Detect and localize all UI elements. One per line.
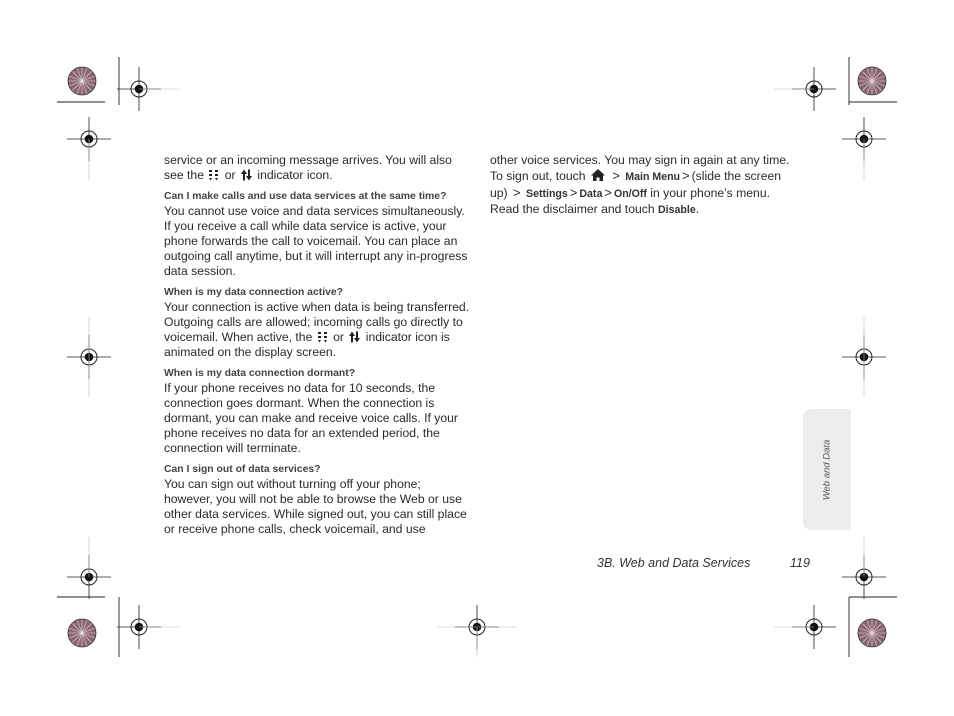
footer-section: 3B. Web and Data Services [597,556,751,570]
question-dormant: When is my data connection dormant? [164,368,356,379]
right-column [490,153,802,218]
separator-gt: > [513,185,521,200]
answer-active [164,300,470,360]
sign-out-instructions [490,153,802,218]
answer-active-or: or [333,330,344,344]
settings-label: Settings [526,188,568,200]
question-simultaneous: Can I make calls and use data services at the same time? [164,191,447,202]
sign-out-text: other voice services. You may sign in again at any time. To sign out, touch [490,153,790,183]
intro-tail: indicator icon. [257,168,333,182]
question-active: When is my data connection active? [164,287,343,298]
intro-or: or [224,168,236,182]
page-number: 119 [790,556,810,570]
period: . [695,202,700,216]
intro-see: see the [164,168,204,182]
separator-gt: > [569,185,578,200]
intro-line: service or an incoming message arrives. You will also [164,153,452,167]
answer-dormant: If your phone receives no data for 10 seconds, the connection goes dormant. When the connection is dormant, you can make and receive voice calls. If your phone receives no data for an extended period, the connection will terminate. [164,381,458,455]
separator-gt: > [612,168,620,183]
separator-gt: > [682,168,690,183]
question-sign-out: Can I sign out of data services? [164,464,321,475]
answer-active-pre: Your connection is active when data is being transferred. Outgoing calls are allowed; incoming calls go directly to voicemail. When active, the [164,300,470,344]
answer-sign-out: You can sign out without turning off your phone; however, you will not be able to browse the Web or use other data services. While signed out, you can still place or receive phone calls, check voicemail, and use [164,477,467,536]
data-activity-icon [208,169,220,181]
data-arrows-icon [348,331,361,343]
data-arrows-icon [240,169,253,181]
answer-active-post: indicator icon is animated on the display screen. [164,330,450,359]
main-menu-label: Main Menu [625,171,681,183]
intro-paragraph [164,153,470,183]
menu-tail: in your phone’s menu. Read the disclaimer and touch [490,186,770,216]
data-activity-icon [317,331,329,343]
on-off-label: On/Off [613,188,647,200]
disable-label: Disable [658,204,696,216]
data-label: Data [579,188,603,200]
home-icon [590,168,606,182]
slide-hint: (slide the screen up) [490,169,782,200]
side-tab-label: Web and Data [821,439,833,500]
side-tab [803,409,851,530]
separator-gt: > [604,185,612,200]
left-column [164,153,470,537]
answer-simultaneous: You cannot use voice and data services simultaneously. If you receive a call while data service is active, your phone forwards the call to voicemail. You can place an outgoing call anytime, but it will interrupt any in-progress data session. [164,204,468,278]
